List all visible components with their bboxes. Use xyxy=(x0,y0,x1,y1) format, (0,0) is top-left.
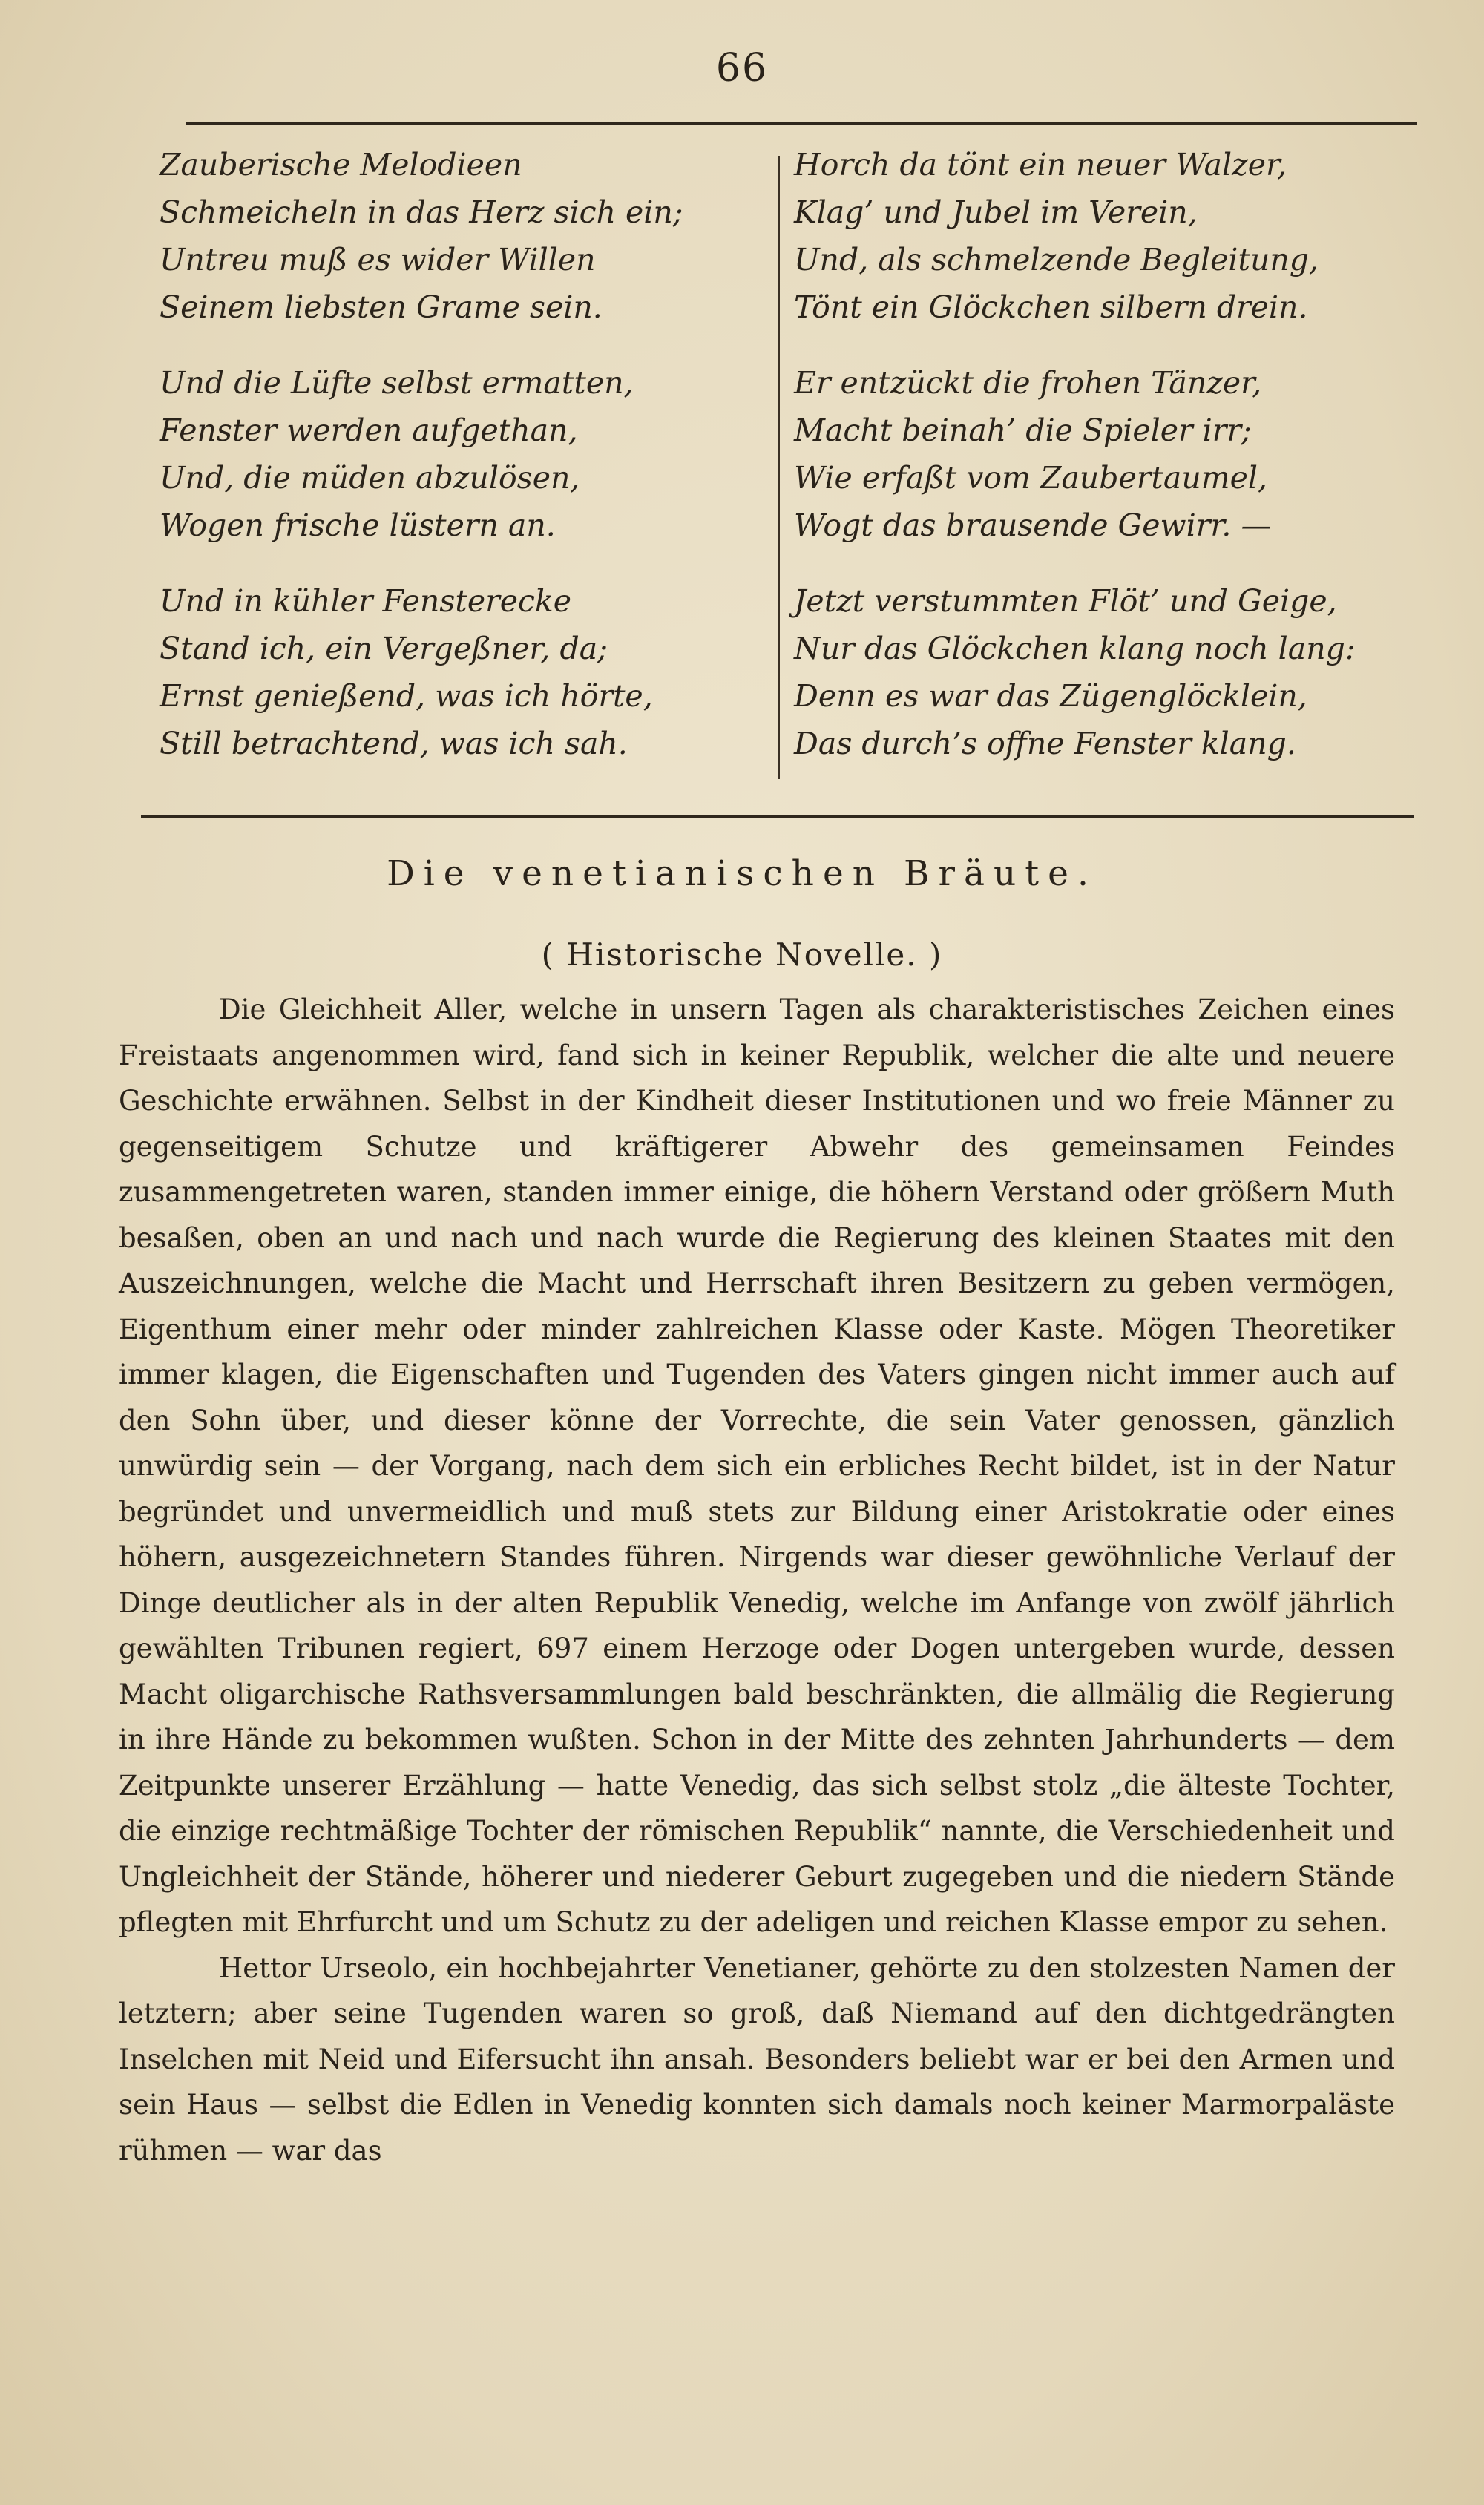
poem-verse: Jetzt verstummten Flöt’ und Geige, xyxy=(794,583,1337,619)
poem-verse: Wie erfaßt vom Zaubertaumel, xyxy=(794,460,1268,496)
poem-verse: Wogt das brausende Gewirr. — xyxy=(794,508,1272,543)
poem-right-column xyxy=(794,141,1425,795)
story-paragraph: Hettor Urseolo, ein hochbejahrter Venetianer, gehörte zu den stolzesten Namen der letztern; aber seine Tugenden waren so groß, daß Niemand auf den dichtgedrängten Inselchen mit Neid und Eifersucht ihn ansah. Besonders beliebt war er bei den Armen und sein Haus — selbst die Edlen in Venedig konnten sich damals noch keiner Marmorpaläste rühmen — war das xyxy=(119,1951,1395,2167)
story-body xyxy=(119,987,1395,2173)
poem-verse: Zauberische Melodieen xyxy=(160,147,522,183)
poem-verse: Ernst genießend, was ich hörte, xyxy=(160,678,653,714)
poem-verse: Schmeicheln in das Herz sich ein; xyxy=(160,194,683,230)
poem-verse: Fenster werden aufgethan, xyxy=(160,413,578,448)
poem-verse: Und in kühler Fensterecke xyxy=(160,583,572,619)
poem-verse: Wogen frische lüstern an. xyxy=(160,508,556,543)
poem-verse: Und, die müden abzulösen, xyxy=(160,460,580,496)
poem-verse: Er entzückt die frohen Tänzer, xyxy=(794,365,1262,401)
poem-verse: Denn es war das Zügenglöcklein, xyxy=(794,678,1307,714)
poem-verse: Und die Lüfte selbst ermatten, xyxy=(160,365,634,401)
poem-verse: Tönt ein Glöckchen silbern drein. xyxy=(794,289,1308,325)
poem-left-column xyxy=(160,141,753,795)
poem-stanza xyxy=(160,577,753,767)
poem-verse: Nur das Glöckchen klang noch lang: xyxy=(794,631,1356,666)
story-subtitle: ( Historische Novelle. ) xyxy=(541,936,943,973)
poem-verse: Und, als schmelzende Begleitung, xyxy=(794,242,1319,278)
column-divider xyxy=(778,156,780,779)
poem-stanza xyxy=(794,359,1425,549)
page-number: 66 xyxy=(715,46,769,91)
poem-verse: Klag’ und Jubel im Verein, xyxy=(794,194,1198,230)
poem-stanza xyxy=(794,577,1425,767)
poem-verse: Stand ich, ein Vergeßner, da; xyxy=(160,631,608,666)
poem-verse: Macht beinah’ die Spieler irr; xyxy=(794,413,1252,448)
section-rule xyxy=(141,815,1414,818)
poem-verse: Seinem liebsten Grame sein. xyxy=(160,289,603,325)
story-paragraph: Die Gleichheit Aller, welche in unsern Tagen als charakteristisches Zeichen eines Freistaats angenommen wird, fand sich in keiner Republik, welcher die alte und neuere Geschichte erwähnen. Selbst in der Kindheit dieser Institutionen und wo freie Männer zu gegenseitigem Schutze und kräftigerer Abwehr des gemeinsamen Feindes zusammengetreten waren, standen immer einige, die höhern Verstand oder größern Muth besaßen, oben an und nach und nach wurde die Regierung des kleinen Staates mit den Auszeichnungen, welche die Macht und Herrschaft ihren Besitzern zu geben vermögen, Eigenthum einer mehr oder minder zahlreichen Klasse oder Kaste. Mögen Theoretiker immer klagen, die Eigenschaften und Tugenden des Vaters gingen nicht immer auch auf den Sohn über, und dieser könne der Vorrechte, die sein Vater genossen, gänzlich unwürdig sein — der Vorgang, nach dem sich ein erbliches Recht bildet, ist in der Natur begründet und unvermeidlich und muß stets zur Bildung einer Aristokratie oder eines höhern, ausgezeichnetern Standes führen. Nirgends war dieser gewöhnliche Verlauf der Dinge deutlicher als in der alten Republik Venedig, welche im Anfange von zwölf jährlich gewählten Tribunen regiert, 697 einem Herzoge oder Dogen untergeben wurde, dessen Macht oligarchische Rathsversammlungen bald beschränkten, die allmälig die Regierung in ihre Hände zu bekommen wußten. Schon in der Mitte des zehnten Jahrhunderts — dem Zeitpunkte unserer Erzählung — hatte Venedig, das sich selbst stolz „die älteste Tochter, die einzige rechtmäßige Tochter der römischen Republik“ nannte, die Verschiedenheit und Ungleichheit der Stände, höherer und niederer Geburt zugegeben und die niedern Stände pflegten mit Ehrfurcht und um Schutz zu der adeligen und reichen Klasse empor zu sehen. xyxy=(119,994,1395,1938)
poem-stanza xyxy=(160,141,753,331)
story-title: Die venetianischen Bräute. xyxy=(387,853,1097,894)
poem-verse: Horch da tönt ein neuer Walzer, xyxy=(794,147,1287,183)
poem-stanza xyxy=(794,141,1425,331)
poem-verse: Das durch’s offne Fenster klang. xyxy=(794,726,1296,761)
poem-stanza xyxy=(160,359,753,549)
poem-verse: Still betrachtend, was ich sah. xyxy=(160,726,628,761)
header-rule xyxy=(186,122,1417,125)
poem-verse: Untreu muß es wider Willen xyxy=(160,242,596,278)
